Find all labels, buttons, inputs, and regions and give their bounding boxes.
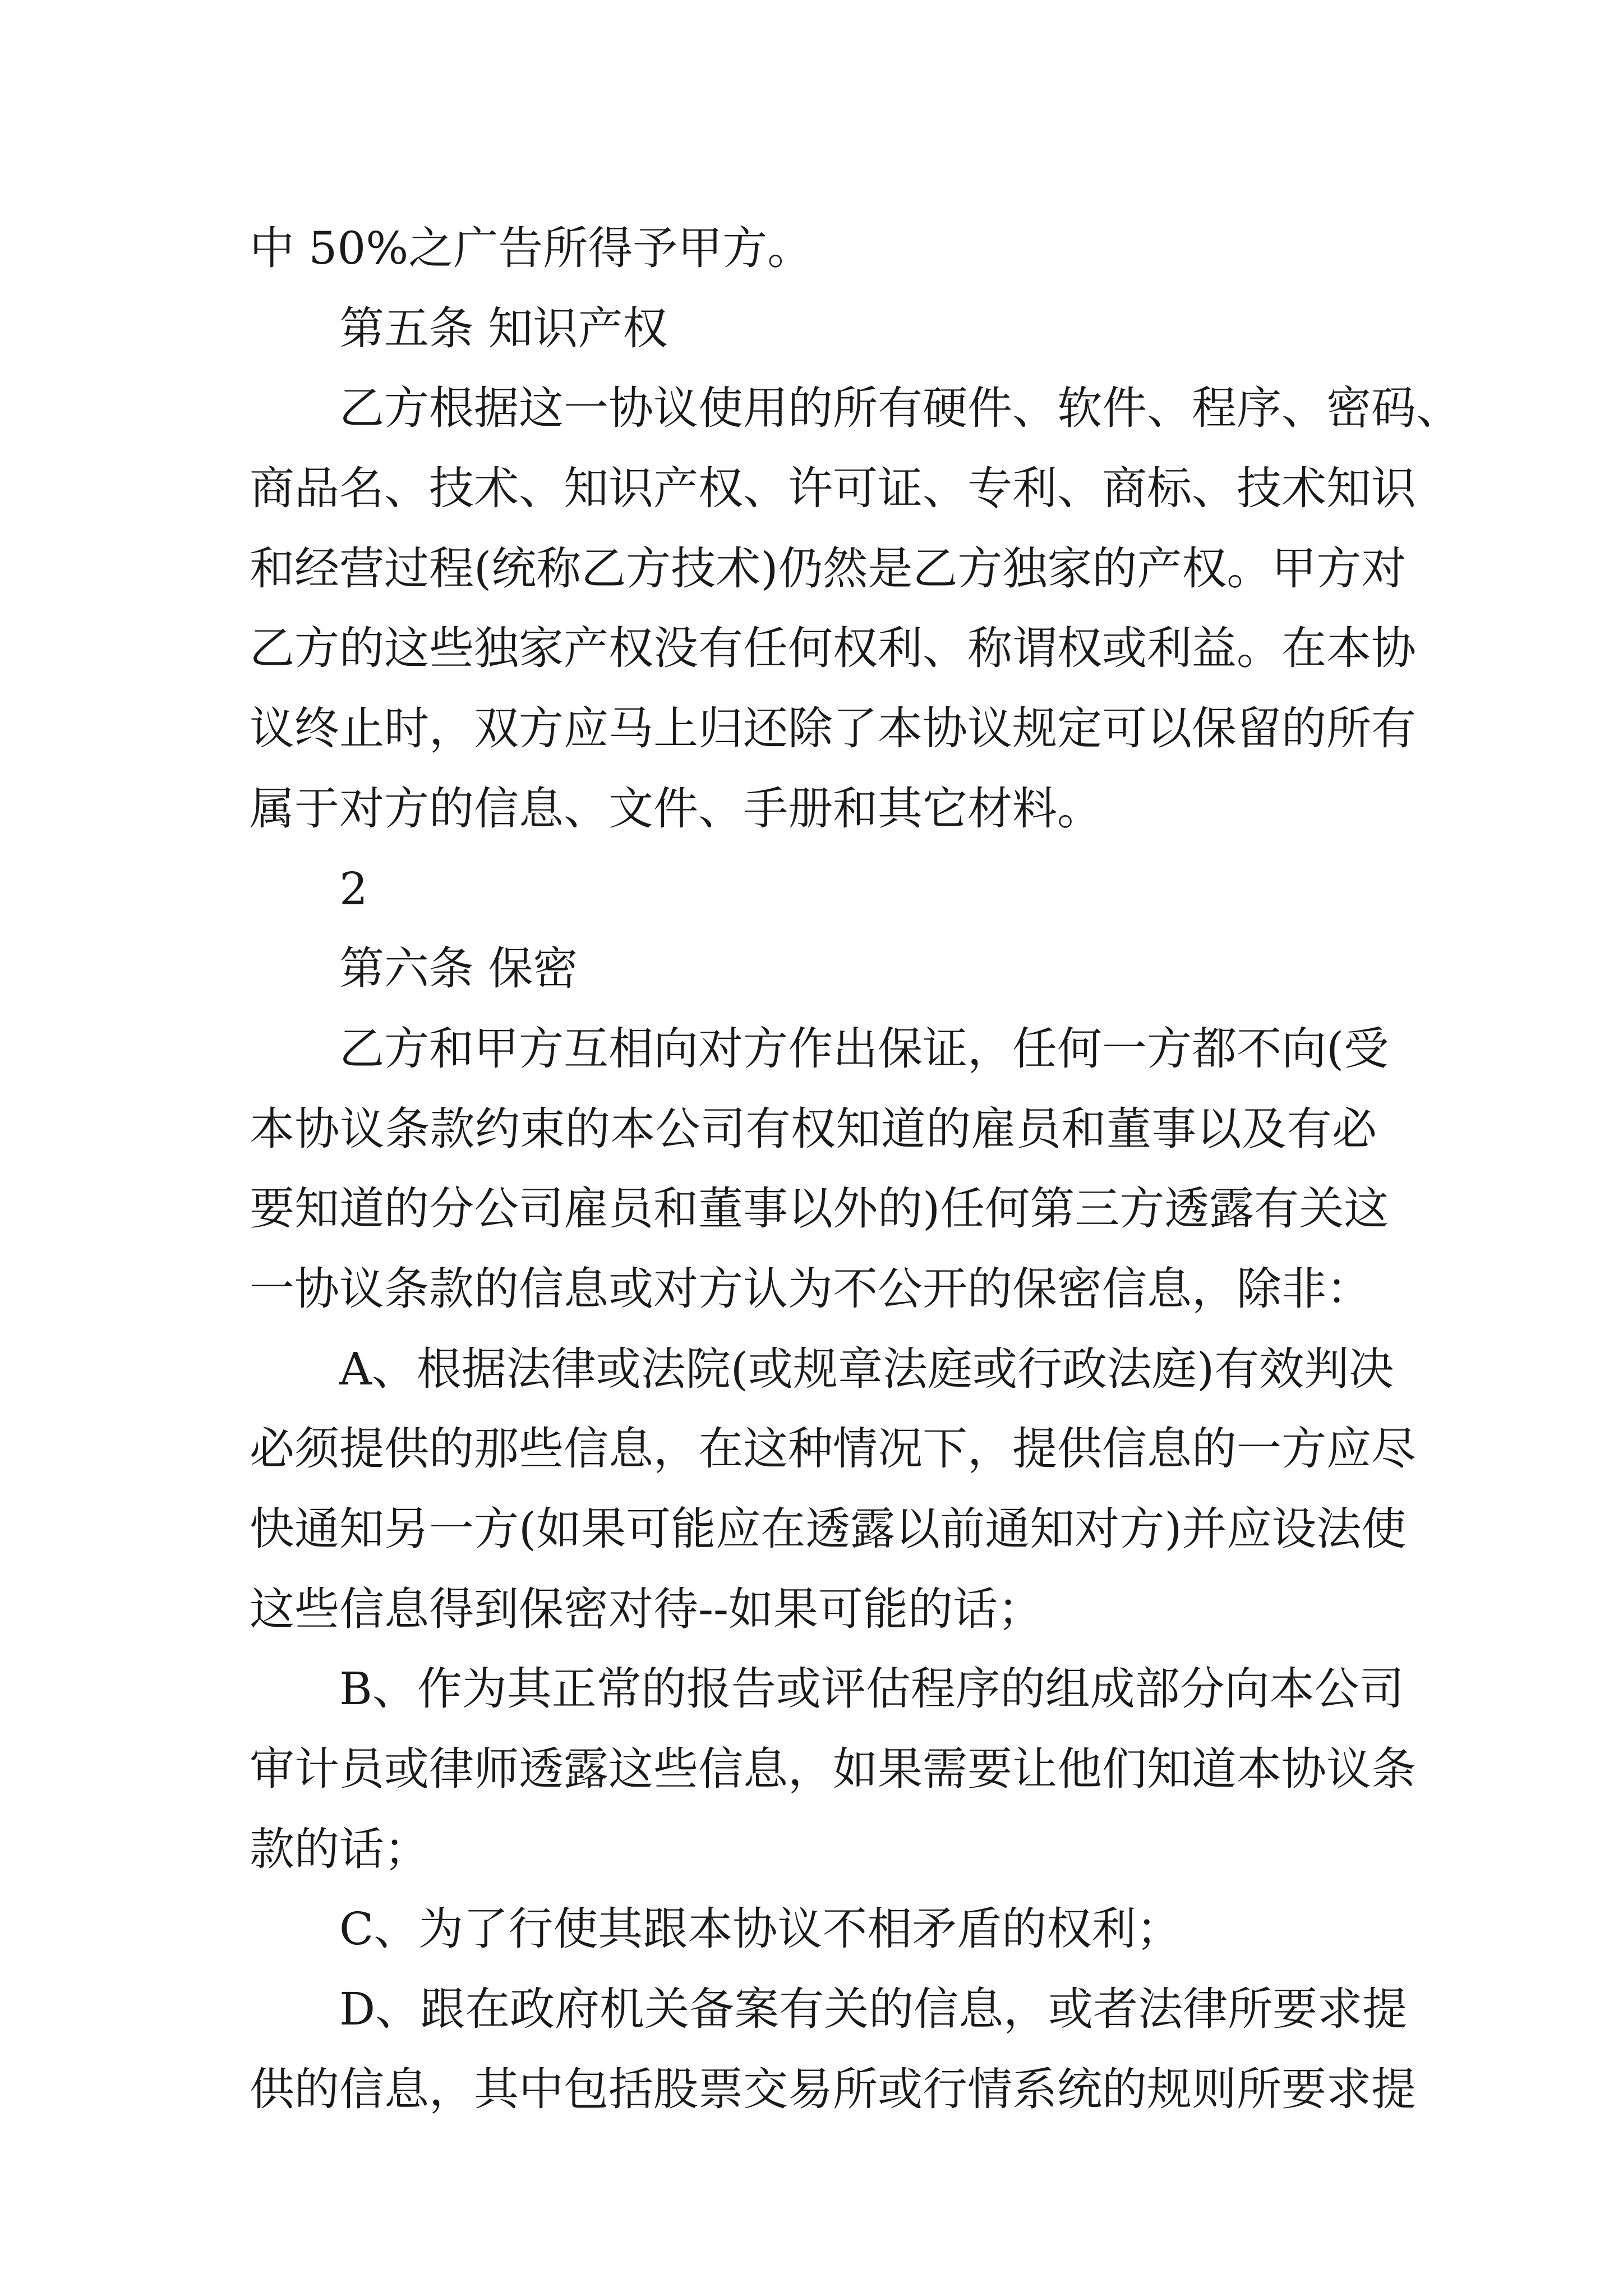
text-line: 审计员或律师透露这些信息，如果需要让他们知道本协议条 xyxy=(250,1743,1416,1796)
text-line: D、跟在政府机关备案有关的信息，或者法律所要求提 xyxy=(339,1983,1408,2036)
document-body xyxy=(250,209,1461,2130)
text-line: 商品名、技术、知识产权、许可证、专利、商标、技术知识 xyxy=(250,462,1416,515)
text-line: 快通知另一方(如果可能应在透露以前通知对方)并应设法使 xyxy=(250,1503,1407,1555)
text-line: A、根据法律或法院(或规章法庭或行政法庭)有效判决 xyxy=(339,1342,1394,1395)
text-line: 中 50%之广告所得予甲方。 xyxy=(250,222,813,274)
text-line: 第五条 知识产权 xyxy=(339,302,668,355)
text-line: 乙方的这些独家产权没有任何权利、称谓权或利益。在本协 xyxy=(250,622,1416,675)
text-line: 2 xyxy=(339,862,368,915)
text-line: 这些信息得到保密对待--如果可能的话； xyxy=(250,1582,1043,1635)
text-line: 属于对方的信息、文件、手册和其它材料。 xyxy=(250,782,1102,835)
text-line: 供的信息，其中包括股票交易所或行情系统的规则所要求提 xyxy=(250,2063,1416,2115)
text-line: 要知道的分公司雇员和董事以外的)任何第三方透露有关这 xyxy=(250,1182,1389,1235)
text-line: 款的话； xyxy=(250,1823,429,1875)
text-line: 一协议条款的信息或对方认为不公开的保密信息，除非： xyxy=(250,1262,1371,1315)
text-line: 乙方根据这一协议使用的所有硬件、软件、程序、密码、 xyxy=(339,382,1461,435)
text-line: B、作为其正常的报告或评估程序的组成部分向本公司 xyxy=(339,1663,1404,1715)
text-line: 乙方和甲方互相向对方作出保证，任何一方都不向(受 xyxy=(339,1022,1389,1075)
text-line: 本协议条款约束的本公司有权知道的雇员和董事以及有必 xyxy=(250,1102,1377,1155)
text-line: 议终止时，双方应马上归还除了本协议规定可以保留的所有 xyxy=(250,702,1416,755)
text-line: 和经营过程(统称乙方技术)仍然是乙方独家的产权。甲方对 xyxy=(250,542,1407,595)
text-line: C、为了行使其跟本协议不相矛盾的权利； xyxy=(339,1903,1182,1955)
text-line: 第六条 保密 xyxy=(339,942,578,995)
text-line: 必须提供的那些信息，在这种情况下，提供信息的一方应尽 xyxy=(250,1423,1416,1475)
